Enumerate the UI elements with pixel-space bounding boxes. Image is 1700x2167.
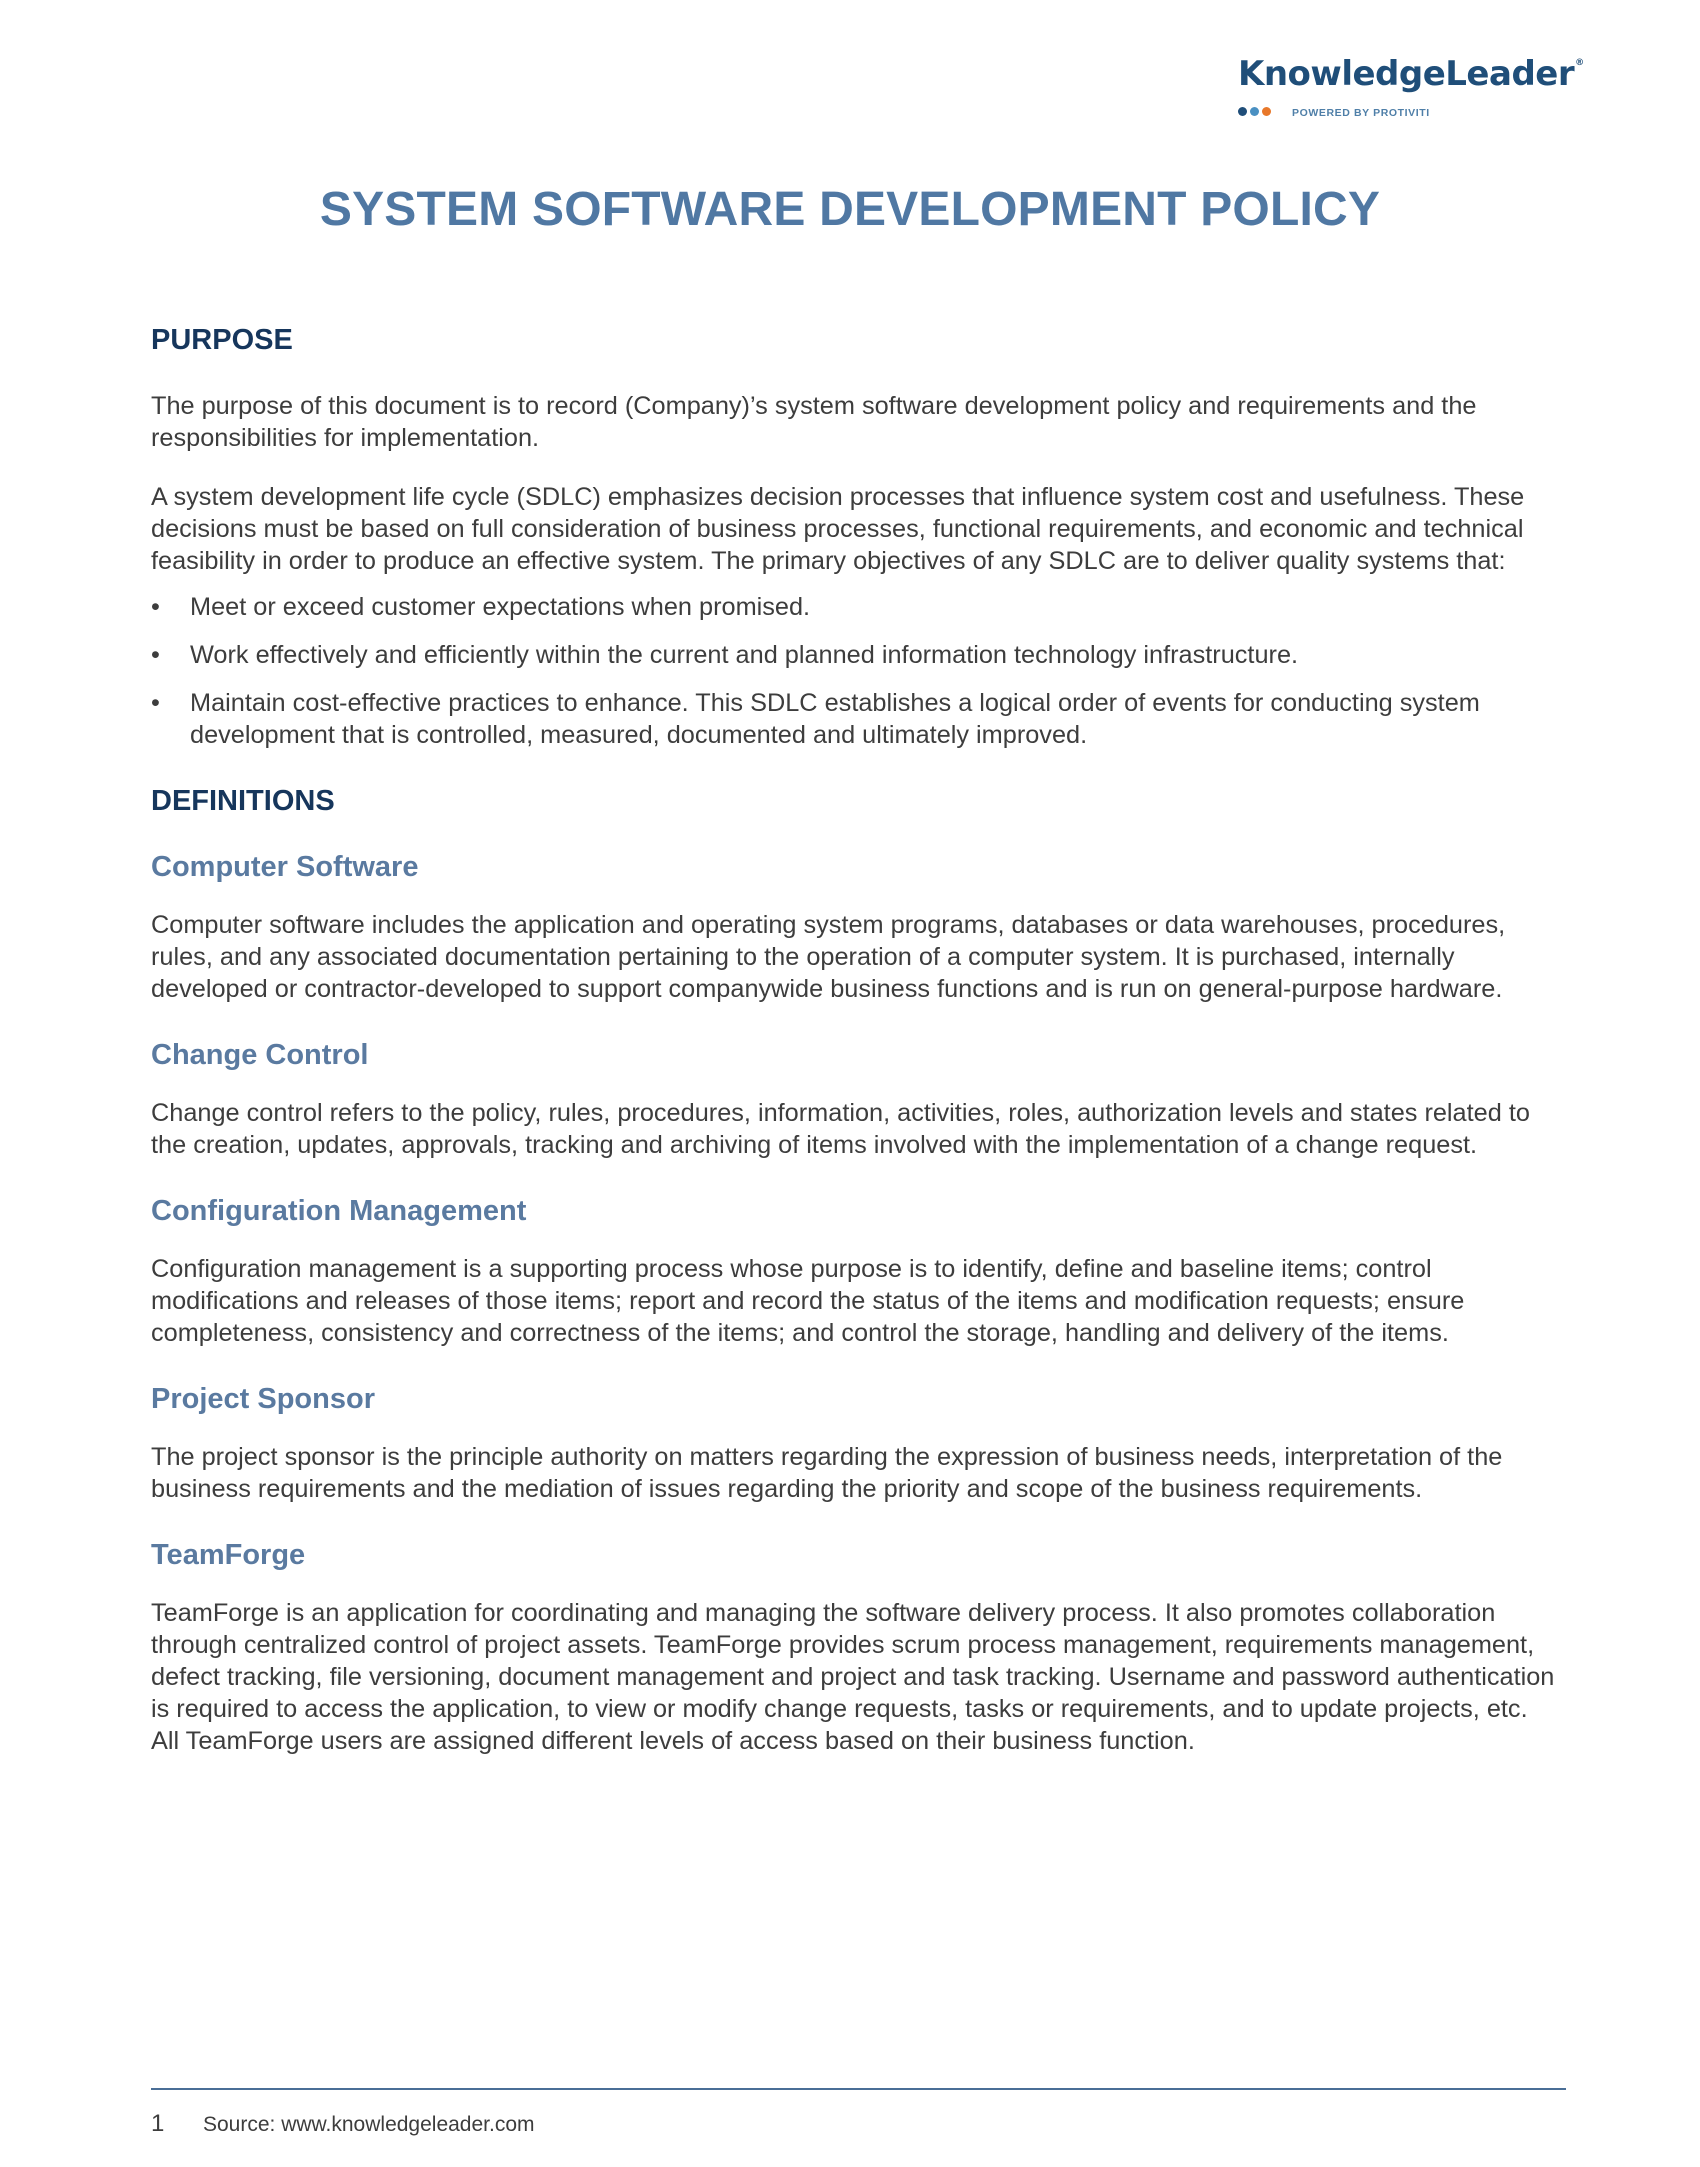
bullet-glyph: • <box>151 593 160 621</box>
logo-wordmark: KnowledgeLeader <box>1238 54 1575 94</box>
purpose-heading: PURPOSE <box>151 324 293 356</box>
definition-term-change-control: Change Control <box>151 1039 369 1071</box>
list-item-text: Meet or exceed customer expectations when promised. <box>190 593 811 621</box>
list-item <box>151 687 1561 751</box>
logo-dot-navy <box>1238 107 1247 116</box>
definition-term-computer-software: Computer Software <box>151 851 419 883</box>
bullet-glyph: • <box>151 689 160 717</box>
logo-trademark: ® <box>1575 58 1584 68</box>
definition-text-project-sponsor: The project sponsor is the principle authority on matters regarding the expression of business needs, interpretation of the business requirements and the mediation of issues regarding the priority and scope of the business requirements. <box>151 1443 1503 1503</box>
definition-text-change-control: Change control refers to the policy, rules, procedures, information, activities, roles, authorization levels and states related to the creation, updates, approvals, tracking and archiving of items involved with the implementation of a change request. <box>151 1099 1530 1159</box>
list-item <box>151 639 1561 671</box>
definition-text-computer-software: Computer software includes the application and operating system programs, databases or data warehouses, procedures, rules, and any associated documentation pertaining to the operation of a computer system. It is purchased, internally developed or contractor-developed to support companywide business functions and is run on general-purpose hardware. <box>151 911 1506 1003</box>
purpose-paragraph-1: The purpose of this document is to record (Company)’s system software development policy and requirements and the responsibilities for implementation. <box>151 392 1477 452</box>
logo-dots <box>1238 107 1271 117</box>
definition-term-teamforge: TeamForge <box>151 1539 306 1571</box>
list-item-text: Work effectively and efficiently within the current and planned information technology infrastructure. <box>190 641 1299 669</box>
definition-term-configuration-management: Configuration Management <box>151 1195 527 1227</box>
definition-text-configuration-management: Configuration management is a supporting process whose purpose is to identify, define and baseline items; control modifications and releases of those items; report and record the status of the items and modification requests; ensure completeness, consistency and correctness of the items; and control the storage, handling and delivery of the items. <box>151 1255 1465 1347</box>
knowledgeleader-logo <box>1238 54 1584 124</box>
definitions-heading: DEFINITIONS <box>151 785 335 817</box>
logo-dot-orange <box>1262 107 1271 116</box>
logo-tagline: POWERED BY PROTIVITI <box>1292 107 1430 119</box>
bullet-glyph: • <box>151 641 160 669</box>
logo-wordmark-wrap <box>1238 54 1584 94</box>
definition-term-project-sponsor: Project Sponsor <box>151 1383 375 1415</box>
logo-dot-blue <box>1250 107 1259 116</box>
document-body <box>151 322 1561 1757</box>
objectives-list <box>151 591 1561 751</box>
page-number: 1 <box>151 2110 165 2137</box>
footer-divider <box>151 2088 1566 2090</box>
purpose-paragraph-2: A system development life cycle (SDLC) emphasizes decision processes that influence system cost and usefulness. These decisions must be based on full consideration of business processes, functional requirements, and economic and technical feasibility in order to produce an effective system. The primary objectives of any SDLC are to deliver quality systems that: <box>151 483 1525 575</box>
list-item-text: Maintain cost-effective practices to enhance. This SDLC establishes a logical order of events for conducting system development that is controlled, measured, documented and ultimately improved. <box>190 689 1480 749</box>
definition-text-teamforge: TeamForge is an application for coordinating and managing the software delivery process. It also promotes collaboration through centralized control of project assets. TeamForge provides scrum process management, requirements management, defect tracking, file versioning, document management and project and task tracking. Username and password authentication is required to access the application, to view or modify change requests, tasks or requirements, and to update projects, etc. All TeamForge users are assigned different levels of access based on their business function. <box>151 1599 1555 1755</box>
list-item <box>151 591 1561 623</box>
footer-source: Source: www.knowledgeleader.com <box>203 2113 535 2136</box>
document-title: SYSTEM SOFTWARE DEVELOPMENT POLICY <box>319 183 1381 236</box>
